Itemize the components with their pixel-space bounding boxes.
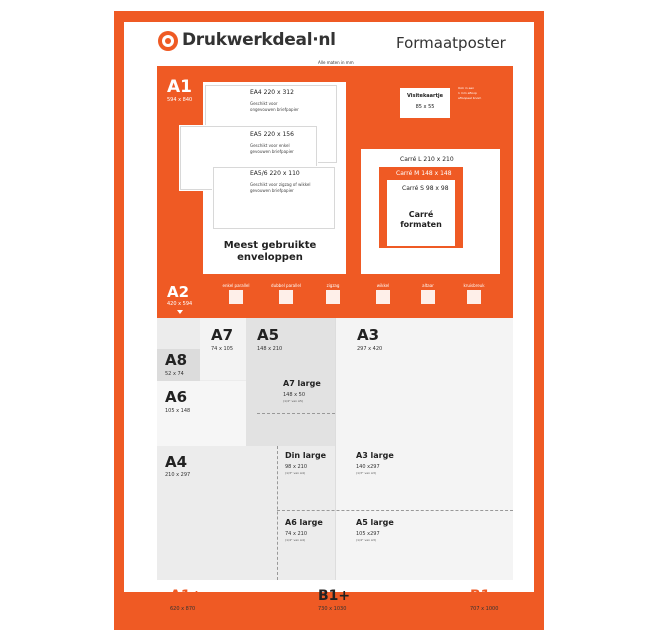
visitekaartje-label: Visitekaartje (406, 93, 443, 99)
page-title: Formaatposter (396, 34, 506, 52)
a7large-label: A7 large (283, 379, 321, 388)
envelope-ea4-desc1: Geschikt voor (250, 101, 278, 106)
envelope-ea4-label: EA4 220 x 312 (250, 89, 294, 96)
fold-enkel-parallel-label: enkel parallel (222, 283, 250, 288)
fold-zigzag-label: zigzag (326, 283, 340, 288)
a3large-note: (1/3° van A3) (356, 471, 377, 475)
a1plus-label: A1+ (170, 588, 203, 604)
envelope-ea5-label: EA5 220 x 156 (250, 131, 294, 138)
a2-arrow-icon (177, 310, 183, 314)
fold-wikkel-label: wikkel (376, 283, 390, 288)
fold-enkel-parallel (216, 283, 256, 304)
carre-title-line2: formaten (400, 220, 442, 229)
visitekaartje-note (458, 86, 481, 101)
dinlarge-label: Din large (285, 451, 327, 460)
fold-zigzag-icon (326, 290, 340, 304)
envelopes-title (215, 240, 325, 264)
drukwerkdeal-logo-icon (157, 30, 179, 52)
b1-label: B1 (470, 588, 491, 604)
envelope-ea4-desc2: ongevouwen briefpapier (250, 107, 299, 112)
a7-label: A7 (211, 326, 234, 344)
carre-title (387, 210, 455, 230)
a7-size: 74 x 105 (211, 346, 234, 352)
a1-size: 594 x 840 (167, 97, 193, 103)
fold-zigzag (313, 283, 353, 304)
visitekaartje-note-3: afloopeel bnom (458, 96, 482, 100)
a7large-divider (257, 413, 335, 414)
a2-label: A2 (167, 283, 190, 301)
envelope-ea5-desc1: Geschikt voor enkel (250, 143, 290, 148)
visitekaartje-note-1: Ook in een (458, 86, 475, 90)
a3large-label: A3 large (356, 451, 394, 460)
dinlarge-size: 98 x 210 (285, 464, 308, 470)
fold-altaar-label: altaar (422, 283, 434, 288)
dinlarge-note: (1/3° van A4) (285, 471, 306, 475)
a6-label: A6 (165, 388, 188, 406)
a3-divider (335, 318, 336, 580)
fold-wikkel-icon (376, 290, 390, 304)
fold-kruisbreuk (454, 283, 494, 304)
fold-altaar (408, 283, 448, 304)
carre-title-line1: Carré (408, 210, 434, 219)
a5-size: 148 x 210 (257, 346, 283, 352)
fold-kruisbreuk-icon (467, 290, 481, 304)
a8-label: A8 (165, 351, 188, 369)
b1plus-label: B1+ (318, 588, 351, 604)
visitekaartje-note-2: 1 mm afloop (458, 91, 477, 95)
a5-label: A5 (257, 326, 280, 344)
envelope-ea56-desc2: gevouwen briefpapier (250, 188, 294, 193)
a2-size: 420 x 594 (167, 301, 193, 307)
a7large-size: 148 x 50 (283, 392, 306, 398)
envelope-ea56-desc1: Geschikt voor zigzag of wikkel (250, 182, 311, 187)
a8-size: 52 x 74 (165, 371, 184, 377)
envelope-ea56-label: EA5/6 220 x 110 (250, 170, 300, 177)
carre-l-label: Carré L 210 x 210 (400, 156, 454, 163)
a6large-note: (1/4° van A4) (285, 538, 306, 542)
a6large-size: 74 x 210 (285, 531, 308, 537)
fold-dubbel-parallel-label: dubbel parallel (271, 283, 301, 288)
a3-size: 297 x 420 (357, 346, 383, 352)
a1-label: A1 (167, 77, 192, 97)
a1plus-size: 620 x 870 (170, 606, 196, 612)
units-note: Alle maten in mm (318, 60, 354, 65)
envelope-ea5-desc2: gevouwen briefpapier (250, 149, 294, 154)
visitekaartje-size: 85 x 55 (415, 104, 435, 110)
fold-dubbel-parallel-icon (279, 290, 293, 304)
envelopes-title-line1: Meest gebruikte (223, 240, 317, 251)
b1-size: 707 x 1000 (470, 606, 499, 612)
a5large-label: A5 large (356, 518, 394, 527)
a4-label: A4 (165, 453, 188, 471)
b1plus-size: 730 x 1030 (318, 606, 347, 612)
a5large-note: (1/4° van A3) (356, 538, 377, 542)
envelopes-title-line2: enveloppen (237, 252, 303, 263)
carre-m-label: Carré M 148 x 148 (396, 170, 452, 177)
carre-s-label: Carré S 98 x 98 (402, 185, 449, 192)
fold-enkel-parallel-icon (229, 290, 243, 304)
fold-altaar-icon (421, 290, 435, 304)
fold-wikkel (363, 283, 403, 304)
fold-kruisbreuk-label: kruisbreuk (463, 283, 485, 288)
fold-dubbel-parallel (266, 283, 306, 304)
a3-label: A3 (357, 326, 380, 344)
a6-size: 105 x 148 (165, 408, 191, 414)
a4-size: 210 x 297 (165, 472, 191, 478)
a6large-label: A6 large (285, 518, 323, 527)
din-divider (277, 446, 278, 580)
a3large-size: 140 x297 (356, 464, 380, 470)
brand-name: Drukwerkdeal·nl (182, 30, 336, 50)
large-divider (277, 510, 513, 511)
a7large-note: (1/4° van A5) (283, 399, 304, 403)
a5large-size: 105 x297 (356, 531, 380, 537)
